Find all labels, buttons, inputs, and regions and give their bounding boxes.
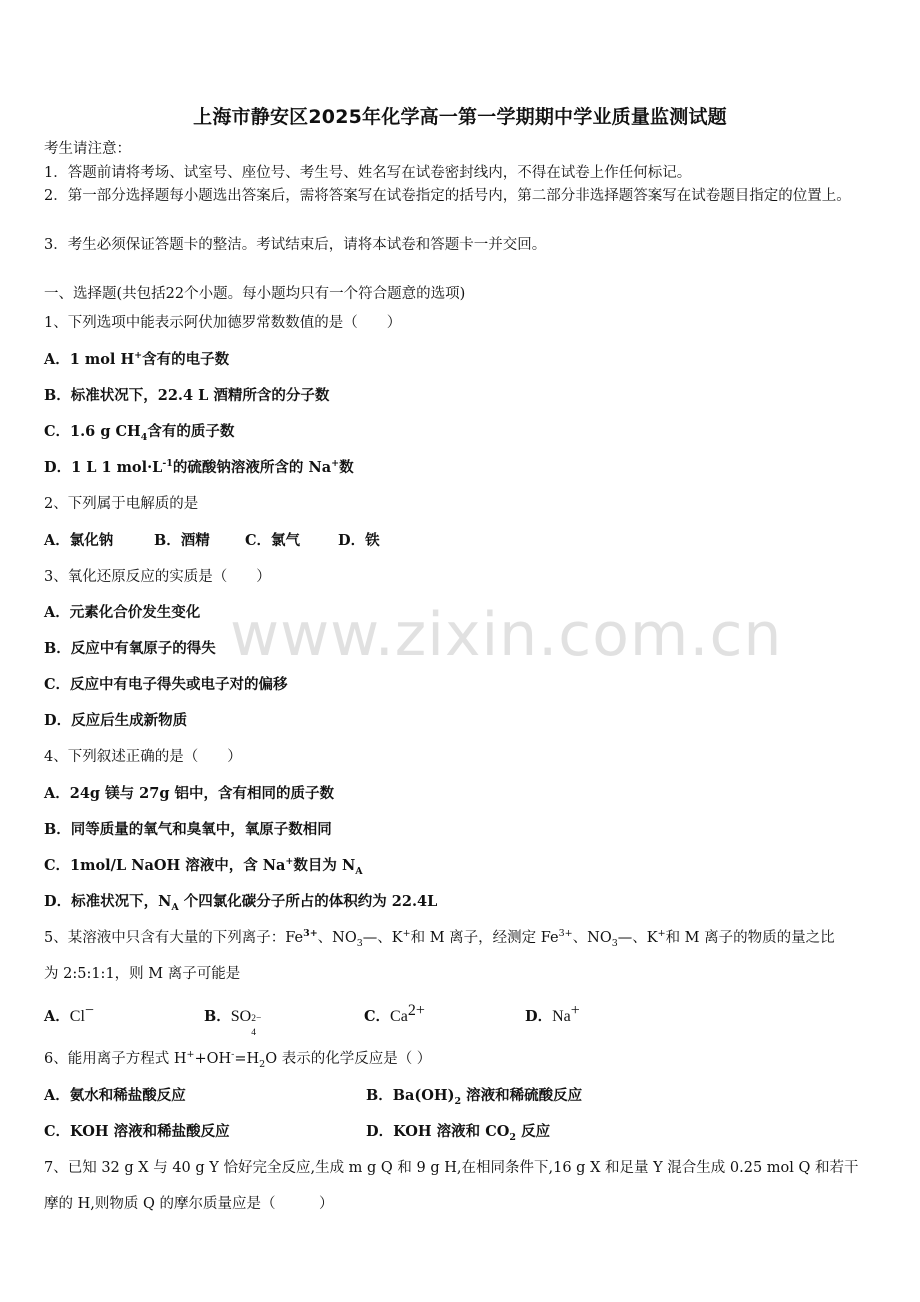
watermark: www.zixin.com.cn <box>230 600 783 670</box>
notice-heading: 考生请注意： <box>44 141 131 157</box>
q5-stem-line2: 为 2:5:1:1，则 M 离子可能是 <box>44 966 241 982</box>
q1-option-a: A．1 mol H+含有的电子数 <box>44 350 230 368</box>
q3-option-b: B．反应中有氧原子的得失 <box>44 640 216 657</box>
q1-option-c: C．1.6 g $CH_4$含有的质子数 <box>44 423 235 443</box>
q2-option-c: C．氯气 <box>245 532 301 549</box>
q2-option-d: D．铁 <box>338 532 380 549</box>
q6-option-c: C．KOH 溶液和稀盐酸反应 <box>44 1123 230 1140</box>
q4-option-a: A．24g 镁与 27g 铝中，含有相同的质子数 <box>44 785 335 802</box>
q2-stem: 2、下列属于电解质的是 <box>44 496 199 512</box>
section-heading: 一、选择题(共包括22个小题。每小题均只有一个符合题意的选项) <box>44 286 466 302</box>
q4-option-b: B．同等质量的氧气和臭氧中，氧原子数相同 <box>44 821 332 838</box>
q1-stem: 1、下列选项中能表示阿伏加德罗常数数值的是（ ） <box>44 315 402 331</box>
q5-option-a: A．Cl− <box>44 1002 94 1025</box>
q7-stem: 7、已知 32 g X 与 40 g Y 恰好完全反应,生成 m g Q 和 9 g H,在相同条件下,16 g X 和足量 Y 混合生成 0.25 mol Q 和若干 <box>44 1160 859 1176</box>
q3-stem: 3、氧化还原反应的实质是（ ） <box>44 569 271 585</box>
q3-option-d: D．反应后生成新物质 <box>44 712 188 729</box>
notice-item-1: 1．答题前请将考场、试室号、座位号、考生号、姓名写在试卷密封线内，不得在试卷上作任何标记。 <box>44 165 692 181</box>
q5-option-b: B．SO 2− 4 <box>204 1008 262 1038</box>
q1-option-d: D．1 L 1 $mol\cdot L^{-1}$的硫酸钠溶液所含的 Na+数 <box>44 458 354 476</box>
q6-stem: 6、能用离子方程式 $H^++OH^-=H_2O$ 表示的化学反应是（ ） <box>44 1049 432 1070</box>
q3-option-a: A．元素化合价发生变化 <box>44 604 201 621</box>
q5-stem: 5、某溶液中只含有大量的下列离子：$Fe^{3+}$、$NO_3—$、K+和 M 离子，经测定 $Fe^{3+}$、$NO_3—$、K+和 M 离子的物质的量之比 <box>44 928 835 949</box>
q4-option-d: D．标准状况下，$N_A$ 个四氯化碳分子所占的体积约为 22.4L <box>44 893 438 913</box>
q5-option-c: C．$Ca^{2+}$ <box>364 1002 425 1025</box>
q6-option-d: D．KOH 溶液和 $CO_2$ 反应 <box>366 1123 551 1143</box>
q7-stem-line2: 摩的 H,则物质 Q 的摩尔质量应是（ ） <box>44 1196 334 1212</box>
q2-option-b: B．酒精 <box>154 532 210 549</box>
notice-item-3: 3．考生必须保证答题卡的整洁。考试结束后，请将本试卷和答题卡一并交回。 <box>44 237 547 253</box>
q4-stem: 4、下列叙述正确的是（ ） <box>44 749 242 765</box>
q5-option-d: D．Na+ <box>525 1002 580 1025</box>
q6-option-b: B．$Ba(OH)_2$ 溶液和稀硫酸反应 <box>366 1087 583 1107</box>
q1-option-b: B．标准状况下，22.4 L 酒精所含的分子数 <box>44 387 330 404</box>
q2-option-a: A．氯化钠 <box>44 532 114 549</box>
page-title: 上海市静安区2025年化学高一第一学期期中学业质量监测试题 <box>193 106 727 128</box>
q6-option-a: A．氨水和稀盐酸反应 <box>44 1087 186 1104</box>
q3-option-c: C．反应中有电子得失或电子对的偏移 <box>44 676 288 693</box>
q4-option-c: C．1mol/L NaOH 溶液中，含 Na+数目为 $N_A$ <box>44 856 363 877</box>
notice-item-2: 2．第一部分选择题每小题选出答案后，需将答案写在试卷指定的括号内，第二部分非选择题答案写在试卷题目指定的位置上。 <box>44 188 851 204</box>
